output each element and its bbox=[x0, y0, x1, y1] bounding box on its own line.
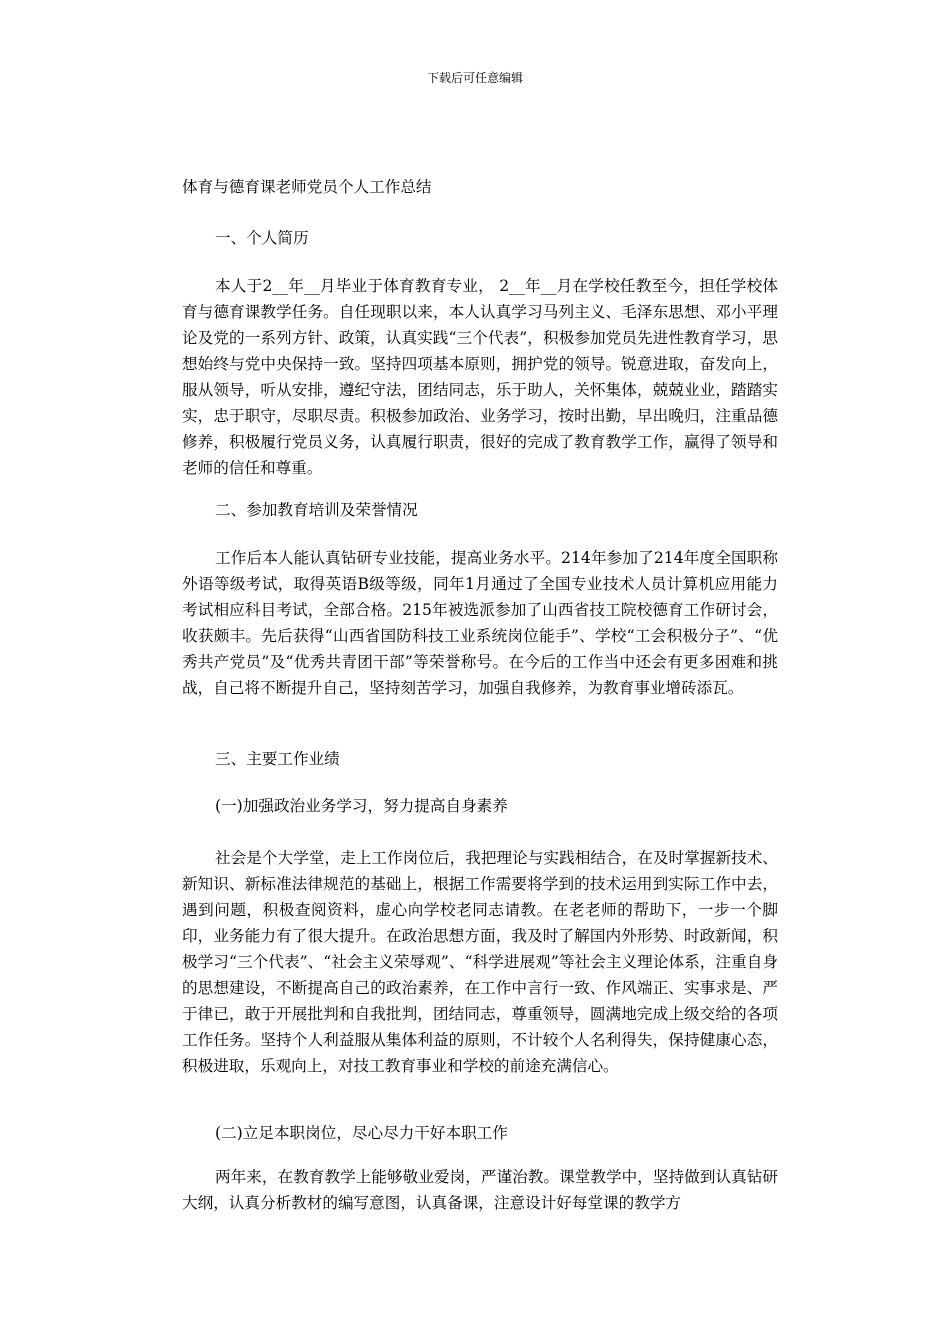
paragraph-resume: 本人于2__年__月毕业于体育教育专业， 2__年__月在学校任教至今，担任学校体育与德育课教学任务。自任现职以来，本人认真学习马列主义、毛泽东思想、邓小平理论及党的一系列方针、政策，认真实践“三个代表”，积极参加党员先进性教育学习，思想始终与党中央保持一致。坚持四项基本原则，拥护党的领导。锐意进取，奋发向上，服从领导，听从安排，遵纪守法，团结同志，乐于助人，关怀集体，兢兢业业，踏踏实实，忠于职守，尽职尽责。积极参加政治、业务学习，按时出勤，早出晚归，注重品德修养，积极履行党员义务，认真履行职责，很好的完成了教育教学工作，赢得了领导和老师的信任和尊重。 bbox=[182, 277, 778, 477]
subsection-heading-job-duties: (二)立足本职岗位，尽心尽力干好本职工作 bbox=[215, 1124, 508, 1142]
paragraph-training: 工作后本人能认真钻研专业技能，提高业务水平。214年参加了214年度全国职称外语等级考试，取得英语B级等级，同年1月通过了全国专业技术人员计算机应用能力考试相应科目考试，全部合格。215年被选派参加了山西省技工院校德育工作研讨会，收获颇丰。先后获得“山西省国防科技工业系统岗位能手”、学校“工会积极分子”、“优秀共产党员”及“优秀共青团干部”等荣誉称号。在今后的工作当中还会有更多困难和挑战，自己将不断提升自己，坚持刻苦学习，加强自我修养，为教育事业增砖添瓦。 bbox=[182, 549, 778, 697]
paragraph-political-study: 社会是个大学堂，走上工作岗位后，我把理论与实践相结合，在及时掌握新技术、新知识、新标准法律规范的基础上，根据工作需要将学到的技术运用到实际工作中去，遇到问题，积极查阅资料，虚心向学校老同志请教。在老老师的帮助下，一步一个脚印，业务能力有了很大提升。在政治思想方面，我及时了解国内外形势、时政新闻，积极学习“三个代表”、“社会主义荣辱观”、“科学进展观”等社会主义理论体系，注重自身的思想建设，不断提高自己的政治素养，在工作中言行一致、作风端正、实事求是、严于律已，敢于开展批判和自我批判，团结同志，尊重领导，圆满地完成上级交给的各项工作任务。坚持个人利益服从集体利益的原则，不计较个人名利得失，保持健康心态，积极进取，乐观向上，对技工教育事业和学校的前途充满信心。 bbox=[182, 849, 778, 1075]
section-heading-achievements: 三、主要工作业绩 bbox=[215, 750, 340, 768]
document-title: 体育与德育课老师党员个人工作总结 bbox=[182, 178, 432, 196]
section-heading-resume: 一、个人简历 bbox=[215, 229, 309, 247]
paragraph-job-duties: 两年来，在教育教学上能够敬业爱岗，严谨治教。课堂教学中，坚持做到认真钻研大纲，认真分析教材的编写意图，认真备课，注意设计好每堂课的教学方 bbox=[182, 1168, 778, 1212]
header-note: 下载后可任意编辑 bbox=[426, 71, 523, 85]
section-heading-training: 二、参加教育培训及荣誉情况 bbox=[215, 501, 418, 519]
subsection-heading-political-study: (一)加强政治业务学习，努力提高自身素养 bbox=[215, 797, 508, 815]
